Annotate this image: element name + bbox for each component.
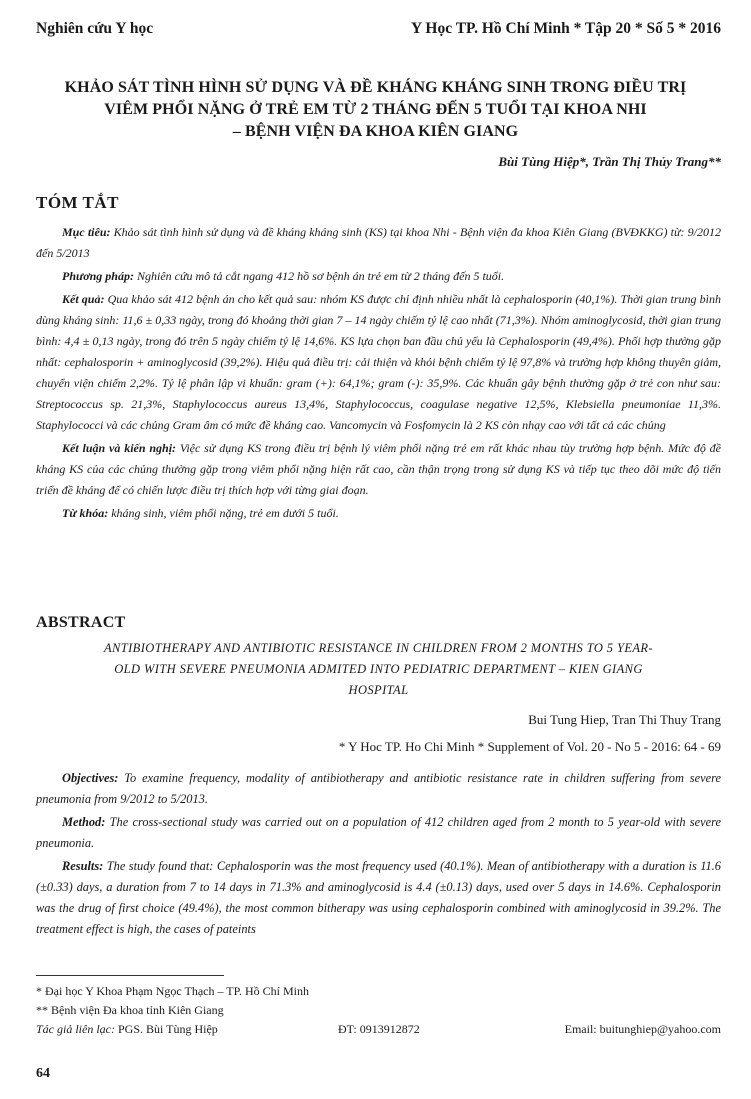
summary-objective (36, 222, 721, 264)
contact-email: Email: buitunghiep@yahoo.com (564, 1022, 721, 1036)
footnote-affiliation-1: * Đại học Y Khoa Phạm Ngọc Thạch – TP. Hồ Chí Minh (36, 984, 309, 998)
results-label-en: Results: (62, 859, 104, 873)
title-vi-line: KHẢO SÁT TÌNH HÌNH SỬ DỤNG VÀ ĐỀ KHÁNG KHÁNG SINH TRONG ĐIỀU TRỊ (64, 79, 687, 96)
running-header (36, 20, 721, 46)
abstract-heading: ABSTRACT (36, 614, 126, 631)
journal-citation-header: Y Học TP. Hồ Chí Minh * Tập 20 * Số 5 * 2016 (410, 20, 721, 37)
method-label: Phương pháp: (62, 269, 134, 283)
footnotes (36, 982, 721, 1039)
objectives-text: To examine frequency, modality of antibiotherapy and antibiotic resistance rate in children suffering from severe pneumonia from 9/2012 to 5/2013. (36, 771, 721, 806)
contact-phone: ĐT: 0913912872 (338, 1022, 420, 1036)
summary-results (36, 289, 721, 436)
summary-method (36, 266, 721, 287)
results-text-en: The study found that: Cephalosporin was the most frequency used (40.1%). Mean of antibiotherapy with a duration is 11.6 (±0.33) days, a duration from 7 to 14 days in 71.3% and aminoglycosid is 4.4 (±0.13) days, used over 5 days in 14.6%. Cephalosporin was the drug of first choice (49.4%), the most common bitherapy was using cephalosporin combined with aminoglycosid in 39.2%. The treatment effect is high, the cases of pateints (36, 859, 721, 936)
summary-conclusion (36, 438, 721, 501)
title-vi-line: – BỆNH VIỆN ĐA KHOA KIÊN GIANG (232, 123, 519, 140)
title-en-line: ANTIBIOTHERAPY AND ANTIBIOTIC RESISTANCE IN CHILDREN FROM 2 MONTHS TO 5 YEAR- (104, 641, 653, 655)
contact-label: Tác giả liên lạc: (36, 1022, 115, 1036)
footnote-divider (36, 975, 224, 976)
abstract-results (36, 856, 721, 940)
article-title-en (36, 638, 721, 701)
objective-label: Mục tiêu: (62, 225, 111, 239)
method-text-en: The cross-sectional study was carried out on a population of 412 children aged from 2 month to 5 year-old with severe pneumonia. (36, 815, 721, 850)
conclusion-label: Kết luận và kiến nghị: (62, 441, 177, 455)
method-label-en: Method: (62, 815, 106, 829)
summary-body (36, 222, 721, 526)
article-title-vi (20, 77, 731, 143)
summary-heading: TÓM TẮT (36, 193, 120, 212)
section-label: Nghiên cứu Y học (36, 20, 154, 37)
results-label: Kết quả: (62, 292, 105, 306)
footnote-affiliation-2: ** Bệnh viện Đa khoa tỉnh Kiên Giang (36, 1003, 224, 1017)
title-en-line: HOSPITAL (348, 683, 409, 697)
abstract-method (36, 812, 721, 854)
summary-keywords (36, 503, 721, 524)
citation-line: * Y Hoc TP. Ho Chi Minh * Supplement of Vol. 20 - No 5 - 2016: 64 - 69 (338, 739, 721, 754)
title-vi-line: VIÊM PHỔI NẶNG Ở TRẺ EM TỪ 2 THÁNG ĐẾN 5 TUỔI TẠI KHOA NHI (104, 101, 647, 118)
page-number: 64 (36, 1066, 50, 1081)
abstract-body (36, 768, 721, 942)
objective-text: Khảo sát tình hình sử dụng và đề kháng kháng sinh (KS) tại khoa Nhi - Bệnh viện đa khoa Kiên Giang (BVĐKKG) từ: 9/2012 đến 5/2013 (36, 225, 721, 260)
method-text: Nghiên cứu mô tả cắt ngang 412 hồ sơ bệnh án trẻ em từ 2 tháng đến 5 tuổi. (136, 269, 505, 283)
authors-en: Bui Tung Hiep, Tran Thi Thuy Trang (528, 712, 721, 727)
title-en-line: OLD WITH SEVERE PNEUMONIA ADMITED INTO PEDIATRIC DEPARTMENT – KIEN GIANG (114, 662, 643, 676)
keywords-label: Từ khóa: (62, 506, 109, 520)
results-text: Qua khảo sát 412 bệnh án cho kết quả sau: nhóm KS được chỉ định nhiều nhất là cephalosporin (40,1%). Thời gian trung bình dùng kháng sinh: 11,6 ± 0,33 ngày, trong đó khoảng thời gian 7 – 14 ngày chiếm tỷ lệ cao nhất (71,3%). Nhóm aminoglycosid, thời gian trung bình: 4,4 ± 0,13 ngày, trong đó trên 5 ngày chiếm tỷ lệ 14,6%. KS lựa chọn ban đầu chủ yếu là Cephalosporin (49,4%). Phối hợp thường gặp nhất: cephalosporin + aminoglycosid (39,2%). Hiệu quả điều trị: cải thiện và khỏi bệnh chiếm tỷ lệ 97,8% và trường hợp không thuyên giảm, chuyển viện chiếm 2,2%. Tỷ lệ phân lập vi khuẩn: gram (+): 64,1%; gram (-): 35,9%. Các khuẩn gây bệnh thường gặp ở trẻ con như sau: Streptococcus sp. 21,3%, Staphylococcus aureus 13,4%, Staphylococcus, coagulase negative 12,5%, Klebsiella pneumoniae 11,3%. Staphylococci và các chủng Gram âm có mức đề kháng cao. Vancomycin và Fosfomycin là 2 KS còn nhạy cao với tất cả các chủng (36, 292, 721, 432)
footnote-contact (36, 1020, 721, 1039)
abstract-objectives (36, 768, 721, 810)
objectives-label: Objectives: (62, 771, 119, 785)
contact-name: PGS. Bùi Tùng Hiệp (117, 1022, 218, 1036)
keywords-text: kháng sinh, viêm phổi nặng, trẻ em dưới 5 tuổi. (111, 506, 339, 520)
authors-vi: Bùi Tùng Hiệp*, Trần Thị Thủy Trang** (498, 154, 721, 169)
conclusion-text: Việc sử dụng KS trong điều trị bệnh lý viêm phổi nặng trẻ em rất khác nhau tùy trường hợp bệnh. Mức độ đề kháng KS của các chủng thường gặp trong viêm phổi nặng hiện rất cao, cần thận trọng trong sử dụng KS và tiếp tục theo dõi mức độ tiến triển đề kháng để có chiến lược điều trị thích hợp với từng giai đoạn. (36, 441, 721, 497)
